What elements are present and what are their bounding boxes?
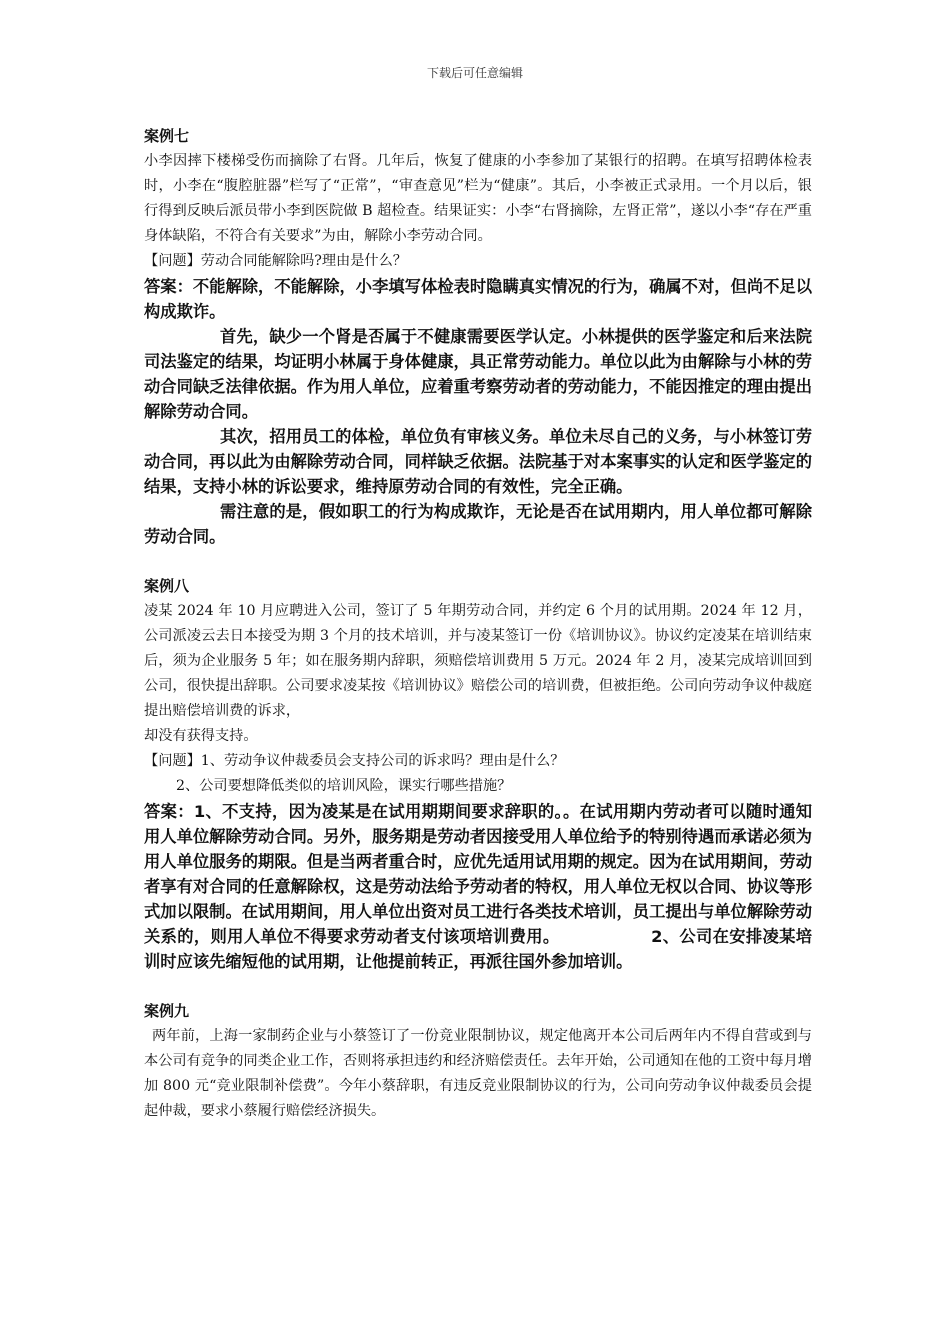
- case8-question-1: 【问题】1、劳动争议仲裁委员会支持公司的诉求吗？理由是什么？: [144, 753, 565, 769]
- case7-answer-second: 其次，招用员工的体检，单位负有审核义务。单位未尽自己的义务，与小林签订劳动合同，再以此为由解除劳动合同，同样缺乏依据。法院基于对本案事实的认定和医学鉴定的结果，支持小林的诉讼要求，维持原劳动合同的有效性，完全正确。: [144, 427, 812, 496]
- case8-body: 凌某 2024 年 10 月应聘进入公司，签订了 5 年期劳动合同，并约定 6 个月的试用期。2024 年 12 月，公司派凌云去日本接受为期 3 个月的技术培训，并与凌某签订一份《培训协议》。协议约定凌某在培训结束后，须为企业服务 5 年；如在服务期内辞职，须赔偿培训费用 5 万元。2024 年 2 月，凌某完成培训回到公司，很快提出辞职。公司要求凌某按《培训协议》赔偿公司的培训费，但被拒绝。公司向劳动争议仲裁庭提出赔偿培训费的诉求，: [144, 603, 812, 719]
- case8-body-tail: 却没有获得支持。: [144, 728, 258, 744]
- spacer: [144, 974, 812, 999]
- case9-title: 案例九: [144, 1002, 190, 1020]
- case8-answer: 答案：1、不支持，因为凌某是在试用期期间要求辞职的。。在试用期内劳动者可以随时通知用人单位解除劳动合同。另外，服务期是劳动者因接受用人单位给予的特别待遇而承诺必须为用人单位服务的期限。但是当两者重合时，应优先适用试用期的规定。因为在试用期间，劳动者享有对合同的任意解除权，这是劳动法给予劳动者的特权，用人单位无权以合同、协议等形式加以限制。在试用期间，用人单位出资对员工进行各类技术培训，员工提出与单位解除劳动关系的，则用人单位不得要求劳动者支付该项培训费用。 2、公司在安排凌某培训时应该先缩短他的试用期，让他提前转正，再派往国外参加培训。: [144, 802, 812, 971]
- case8-question-2: 2、公司要想降低类似的培训风险，课实行哪些措施？: [176, 778, 512, 794]
- case9-body: 两年前，上海一家制药企业与小蔡签订了一份竞业限制协议，规定他离开本公司后两年内不得自营或到与本公司有竞争的同类企业工作，否则将承担违约和经济赔偿责任。去年开始，公司通知在他的工资中每月增加 800 元“竞业限制补偿费”。今年小蔡辞职，有违反竞业限制协议的行为，公司向劳动争议仲裁委员会提起仲裁，要求小蔡履行赔偿经济损失。: [144, 1028, 812, 1119]
- case7-body: 小李因摔下楼梯受伤而摘除了右肾。几年后，恢复了健康的小李参加了某银行的招聘。在填写招聘体检表时，小李在“腹腔脏器”栏写了“正常”，“审查意见”栏为“健康”。其后，小李被正式录用。一个月以后，银行得到反映后派员带小李到医院做 B 超检查。结果证实：小李“右肾摘除，左肾正常”，遂以小李“存在严重身体缺陷，不符合有关要求”为由，解除小李劳动合同。: [144, 153, 812, 244]
- document-body: [144, 124, 812, 1124]
- page-header: 下载后可任意编辑: [426, 66, 523, 80]
- case8-title: 案例八: [144, 577, 190, 595]
- case7-title: 案例七: [144, 127, 190, 145]
- case7-question: 【问题】劳动合同能解除吗?理由是什么？: [144, 253, 407, 269]
- spacer: [144, 549, 812, 574]
- case7-answer-intro: 答案：不能解除，不能解除，小李填写体检表时隐瞒真实情况的行为，确属不对，但尚不足以构成欺诈。: [144, 277, 812, 321]
- case7-answer-first: 首先，缺少一个肾是否属于不健康需要医学认定。小林提供的医学鉴定和后来法院司法鉴定的结果，均证明小林属于身体健康，具正常劳动能力。单位以此为由解除与小林的劳动合同缺乏法律依据。作为用人单位，应着重考察劳动者的劳动能力，不能因推定的理由提出解除劳动合同。: [144, 327, 812, 421]
- case7-answer-note: 需注意的是，假如职工的行为构成欺诈，无论是否在试用期内，用人单位都可解除劳动合同。: [144, 502, 812, 546]
